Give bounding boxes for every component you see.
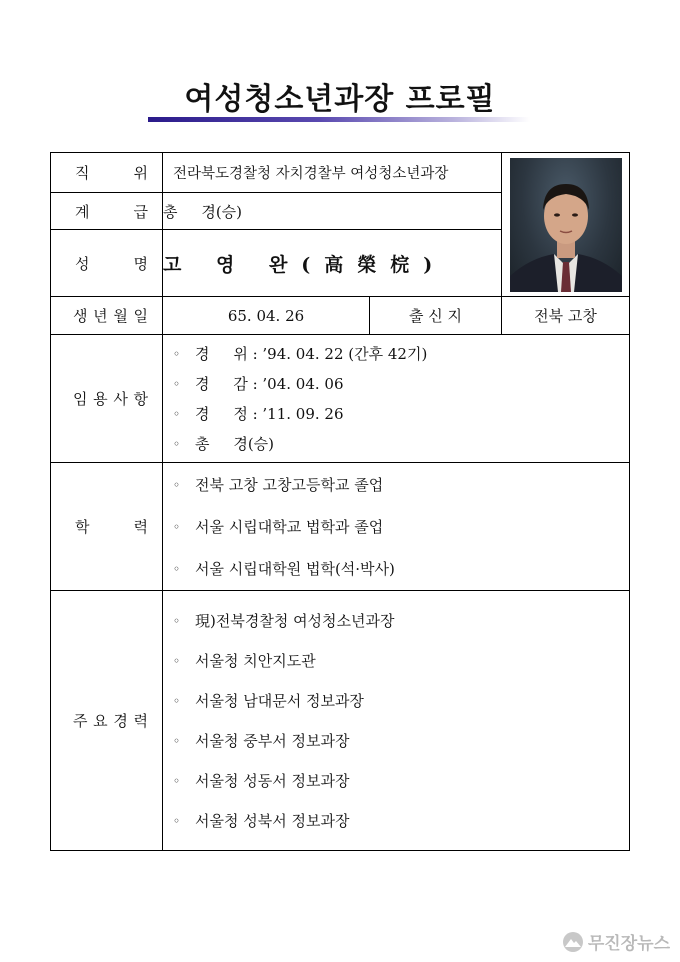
list-item: ◦ 서울청 중부서 정보과장 — [173, 732, 350, 750]
watermark — [562, 929, 670, 954]
list-item: ◦ 서울 시립대학교 법학과 졸업 — [173, 518, 384, 536]
bullet-icon: ◦ — [173, 653, 181, 668]
value-education — [163, 463, 630, 591]
portrait-photo — [510, 158, 622, 292]
page-title: 여성청소년과장 프로필 — [184, 82, 496, 117]
row-career — [51, 591, 630, 851]
bullet-icon: ◦ — [173, 436, 181, 451]
label-name: 성 명 — [51, 230, 163, 297]
label-appointments: 임 용 사 항 — [51, 335, 163, 463]
list-item: ◦ 서울 시립대학원 법학(석·박사) — [173, 560, 395, 578]
label-position: 직 위 — [51, 153, 163, 193]
education-list — [163, 464, 629, 590]
bullet-icon: ◦ — [173, 773, 181, 788]
bullet-icon: ◦ — [173, 346, 181, 361]
row-position — [51, 153, 630, 193]
watermark-text: 무진장뉴스 — [587, 934, 670, 954]
label-birth: 생 년 월 일 — [51, 297, 163, 335]
value-name: 고 영 완(高榮梡) — [163, 230, 502, 297]
list-item: ◦ 서울청 남대문서 정보과장 — [173, 692, 364, 710]
title-underline — [148, 117, 530, 122]
bullet-icon: ◦ — [173, 477, 181, 492]
career-list — [163, 601, 629, 841]
label-rank: 계 급 — [51, 193, 163, 230]
list-item: ◦ 서울청 성동서 정보과장 — [173, 772, 350, 790]
bullet-icon: ◦ — [173, 693, 181, 708]
list-item: ◦ 경 정 : ’11. 09. 26 — [173, 405, 344, 423]
row-education — [51, 463, 630, 591]
value-position: 전라북도경찰청 자치경찰부 여성청소년과장 — [163, 153, 502, 193]
value-appointments — [163, 335, 630, 463]
bullet-icon: ◦ — [173, 813, 181, 828]
list-item: ◦ 총 경(승) — [173, 435, 275, 453]
value-birth: 65. 04. 26 — [163, 297, 370, 335]
mountain-logo-icon — [562, 931, 584, 953]
label-education: 학 력 — [51, 463, 163, 591]
bullet-icon: ◦ — [173, 733, 181, 748]
value-rank: 총 경(승) — [163, 193, 502, 230]
list-item: ◦ 서울청 치안지도관 — [173, 652, 316, 670]
list-item: ◦ 現)전북경찰청 여성청소년과장 — [173, 612, 395, 630]
value-career — [163, 591, 630, 851]
label-hometown: 출 신 지 — [370, 297, 502, 335]
bullet-icon: ◦ — [173, 613, 181, 628]
list-item: ◦ 경 감 : ’04. 04. 06 — [173, 375, 344, 393]
row-birth — [51, 297, 630, 335]
value-hometown: 전북 고창 — [502, 297, 630, 335]
list-item: ◦ 서울청 성북서 정보과장 — [173, 812, 350, 830]
photo-cell — [502, 153, 630, 297]
bullet-icon: ◦ — [173, 519, 181, 534]
appointments-list — [163, 339, 629, 459]
list-item: ◦ 전북 고창 고창고등학교 졸업 — [173, 476, 384, 494]
bullet-icon: ◦ — [173, 561, 181, 576]
list-item: ◦ 경 위 : ’94. 04. 22 (간후 42기) — [173, 345, 428, 363]
row-appointments — [51, 335, 630, 463]
bullet-icon: ◦ — [173, 406, 181, 421]
bullet-icon: ◦ — [173, 376, 181, 391]
label-career: 주 요 경 력 — [51, 591, 163, 851]
profile-table — [50, 152, 630, 851]
